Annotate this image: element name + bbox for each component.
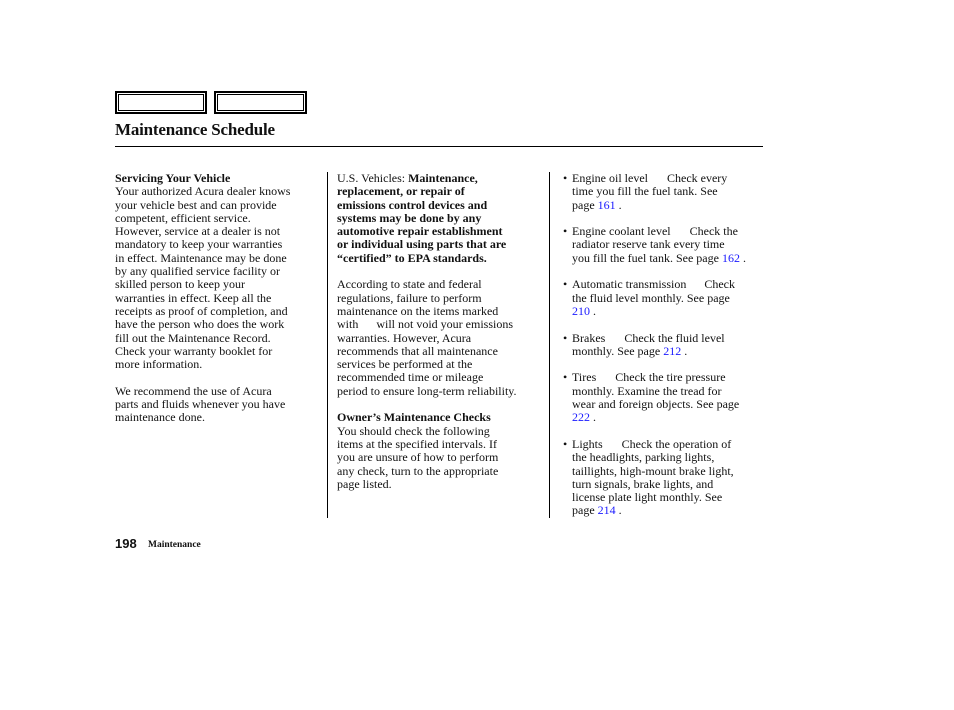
check-item-text: Check [704,277,735,292]
text-line: your vehicle best and can provide [115,197,277,212]
text-line: in effect. Maintenance may be done [115,250,287,265]
us-vehicles-label: U.S. Vehicles: [337,171,409,185]
section-heading-servicing: Servicing Your Vehicle [115,171,231,185]
check-item-automatic-transmission: • Automatic transmission Check the fluid level monthly. See page 210 . [563,278,763,318]
text-line: automotive repair establishment [337,224,503,239]
text-line: warranties in effect. Keep all the [115,290,272,305]
text-line: Check your warranty booklet for [115,343,273,358]
text-fragment: with [337,317,359,332]
text-line: or individual using parts that are [337,237,507,252]
text-line: radiator reserve tank every time [572,237,725,252]
text-line: the headlights, parking lights, [572,450,715,465]
text-line: recommends that all maintenance [337,343,498,358]
page-link-210[interactable]: 210 [572,303,590,318]
text-line: Your authorized Acura dealer knows [115,184,291,199]
check-item-engine-coolant: • Engine coolant level Check the radiator reserve tank every time you fill the fuel tank. See page 162 . [563,225,763,265]
text-line: items at the specified intervals. If [337,436,497,451]
text-line: turn signals, brake lights, and [572,476,714,491]
check-item-text: Check the fluid level [624,330,725,345]
text-fragment: will not void your emissions [376,317,514,332]
text-line: competent, efficient service. [115,210,251,225]
text-line: you are unsure of how to perform [337,450,499,465]
text-line: skilled person to keep your [115,277,245,292]
check-item-text: Check the [689,224,738,239]
check-item-text: Check the tire pressure [615,370,726,385]
text-line: replacement, or repair of [337,184,465,199]
paragraph-dealer-service [115,185,322,371]
check-item-brakes: • Brakes Check the fluid level monthly. See page 212 . [563,330,725,358]
check-item-name: Lights [572,436,603,451]
page-link-161[interactable]: 161 [597,197,616,212]
text-line: have the person who does the work [115,317,285,332]
page-title: Maintenance Schedule [115,120,275,139]
text-line: time you fill the fuel tank. See [572,184,718,199]
text-line: “certified” to EPA standards. [337,250,487,265]
column-divider [327,172,328,518]
paragraph-acura-parts [115,385,322,425]
text-line: We recommend the use of Acura [115,383,272,398]
text-line: fill out the Maintenance Record. [115,330,271,345]
text-line: page listed. [337,476,392,491]
check-item-lights: • Lights Check the operation of the headlights, parking lights, taillights, high-mount brake light, turn signals, brake lights, and license plate light monthly. See page 214 . [563,438,763,518]
text-line: regulations, failure to perform [337,290,482,305]
text-line: wear and foreign objects. See page [572,397,740,412]
check-item-name: Engine oil level [572,171,648,185]
text-line: receipts as proof of completion, and [115,303,288,318]
page-number: 198 [115,536,137,551]
text-line: maintenance done. [115,410,205,425]
text-line: any check, turn to the appropriate [337,463,499,478]
text-line: period to ensure long-term reliability. [337,383,517,398]
text-line: services be performed at the [337,357,473,372]
check-item-name: Automatic transmission [572,277,687,292]
text-line: recommended time or mileage [337,370,484,385]
page-link-162[interactable]: 162 [721,250,740,265]
page-link-222[interactable]: 222 [572,410,590,425]
text-line: more information. [115,357,203,372]
text-bold: Maintenance, [408,171,478,185]
check-item-tires: • Tires Check the tire pressure monthly. Examine the tread for wear and foreign objects. See page 222 . [563,371,763,424]
text-line: systems may be done by any [337,210,482,225]
section-heading-owner-checks: Owner’s Maintenance Checks [337,410,491,425]
text-line: monthly. Examine the tread for [572,383,722,398]
title-divider [115,146,763,147]
text-line: warranties. However, Acura [337,330,472,345]
column-servicing [115,172,322,425]
text-line: maintenance on the items marked [337,303,499,318]
column-emissions [337,172,545,491]
check-item-name: Tires [572,370,597,385]
text-line: taillights, high-mount brake light, [572,463,734,478]
footer-section-label: Maintenance [148,540,201,550]
page-link-212[interactable]: 212 [663,343,682,358]
previous-page-button[interactable] [115,91,207,114]
next-page-button[interactable] [214,91,307,114]
text-line: by any qualified service facility or [115,264,280,279]
check-item-text: Check the operation of [621,436,732,451]
text-line: mandatory to keep your warranties [115,237,283,252]
text-line: According to state and federal [337,277,482,292]
text-line: However, service at a dealer is not [115,224,281,239]
paragraph-owner-checks [337,425,545,491]
page-link-214[interactable]: 214 [597,503,616,518]
column-divider [549,172,550,518]
check-item-engine-oil: • Engine oil level Check every time you fill the fuel tank. See page 161 . [563,172,763,212]
check-item-name: Brakes [572,330,606,345]
paragraph-regulations [337,278,545,398]
check-item-name: Engine coolant level [572,224,671,239]
text-line: the fluid level monthly. See page [572,290,730,305]
check-item-text: Check every [666,171,728,185]
column-checks-list [563,172,763,518]
text-line: emissions control devices and [337,197,488,212]
text-line: You should check the following [337,423,490,438]
text-line: license plate light monthly. See [572,490,723,505]
paragraph-us-vehicles [337,172,545,265]
text-line: parts and fluids whenever you have [115,397,286,412]
